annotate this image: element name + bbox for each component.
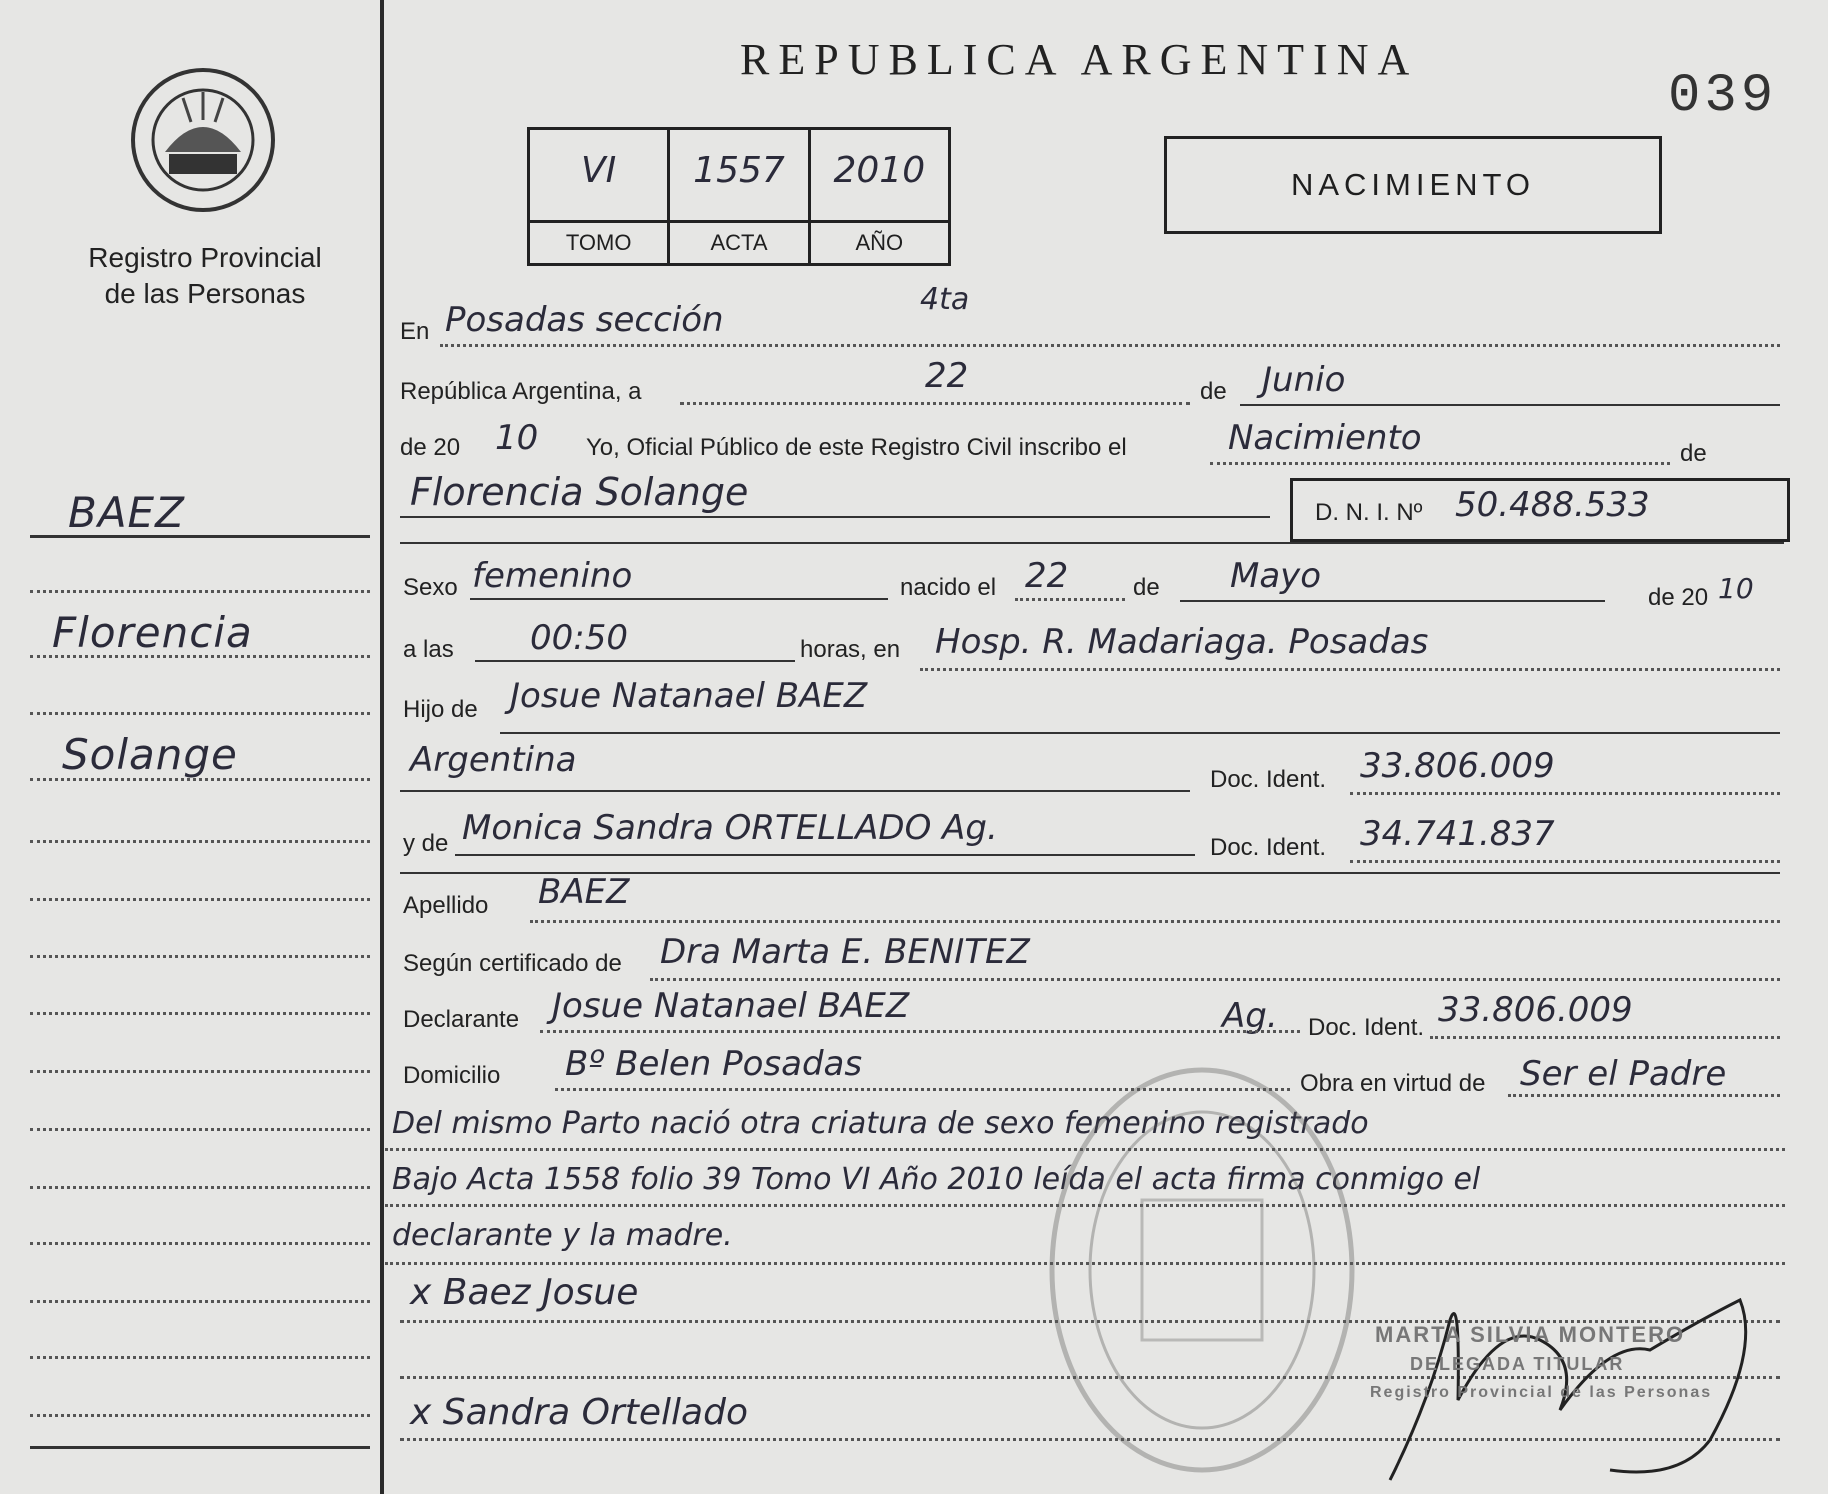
label-dni: D. N. I. Nº [1315,499,1423,526]
sidebar-line [30,1356,370,1359]
acta-value: 1557 [693,150,785,191]
label-domicilio: Domicilio [403,1062,501,1089]
label-republica: República Argentina, a [400,378,642,405]
sidebar-line [30,1414,370,1417]
sidebar-line [30,1070,370,1073]
dotted-line [1015,598,1125,601]
label-doc-ident-1: Doc. Ident. [1210,766,1327,793]
rule-line [455,854,1195,856]
dotted-line [1210,462,1670,465]
ano-value: 2010 [833,150,926,191]
dotted-line [1430,1036,1780,1039]
acta-label: ACTA [670,220,807,263]
field-madre: Monica Sandra ORTELLADO Ag. [462,808,998,848]
note-line-1: Del mismo Parto nació otra criatura de sexo femenino registrado [392,1106,1369,1141]
sidebar-line [30,1012,370,1015]
field-nombre: Florencia Solange [410,470,749,514]
rule-line [470,598,888,600]
field-lugar-nac: Hosp. R. Madariaga. Posadas [935,622,1429,662]
field-acto: Nacimiento [1228,418,1422,458]
label-hijo-de: Hijo de [403,696,478,723]
label-obra: Obra en virtud de [1300,1070,1486,1097]
label-de-20: de 20 [400,434,461,461]
field-madre-doc: 34.741.837 [1360,814,1555,854]
sidebar-first-name: Florencia [52,608,253,657]
field-padre: Josue Natanael BAEZ [510,676,868,716]
label-sexo: Sexo [403,574,458,601]
registry-name [40,240,370,312]
field-certificado: Dra Marta E. BENITEZ [660,932,1030,972]
note-line-2: Bajo Acta 1558 folio 39 Tomo VI Año 2010 leída el acta firma conmigo el [392,1162,1481,1197]
label-apellido: Apellido [403,892,489,919]
label-nacido-el: nacido el [900,574,997,601]
tomo-label: TOMO [530,220,667,263]
rule-line [1240,404,1780,406]
sidebar-line [30,1128,370,1131]
sidebar-line [30,778,370,781]
sidebar-line [30,535,370,538]
dotted-line [540,1030,1300,1033]
sidebar-line [30,955,370,958]
dotted-line [1508,1094,1780,1097]
dotted-line [1350,792,1780,795]
page-title: REPUBLICA ARGENTINA [740,35,1419,84]
registration-box [527,127,951,266]
label-de: de [1200,378,1227,405]
folio-number: 039 [1668,66,1778,127]
label-a-las: a las [403,636,454,663]
official-office: Registro Provincial de las Personas [1370,1384,1713,1401]
signature-declarant: x Baez Josue [410,1272,639,1313]
rule-line [475,660,795,662]
sidebar-second-name: Solange [62,730,238,779]
field-lugar: Posadas sección [445,300,724,340]
field-declarante-nac: Ag. [1222,996,1278,1036]
dotted-line [1350,860,1780,863]
tomo-value: VI [581,150,617,191]
sidebar-line [30,840,370,843]
field-mes: Junio [1262,360,1346,400]
sidebar-line [30,1446,370,1449]
tomo-cell [530,130,670,263]
official-stamp-icon [1042,1060,1362,1480]
registry-line-2: de las Personas [104,278,306,309]
rule-line [400,790,1190,792]
dotted-line [440,344,1780,347]
note-line-3: declarante y la madre. [392,1218,733,1253]
label-declarante: Declarante [403,1006,520,1033]
label-de-20-b: de 20 [1648,584,1709,611]
sidebar-line [30,655,370,658]
registry-line-1: Registro Provincial [88,242,322,273]
dotted-line [530,920,1780,923]
field-declarante-doc: 33.806.009 [1438,990,1633,1030]
rule-line [400,542,1784,544]
dni-box [1290,478,1790,542]
label-horas-en: horas, en [800,636,901,663]
column-divider [380,0,384,1494]
field-seccion: 4ta [920,282,970,317]
label-segun: Según certificado de [403,950,622,977]
sidebar-line [30,712,370,715]
sidebar-line [30,898,370,901]
ano-label: AÑO [811,220,948,263]
field-apellido: BAEZ [538,872,630,912]
label-de-end: de [1680,440,1707,467]
field-nac-dia: 22 [1025,556,1069,596]
field-padre-doc: 33.806.009 [1360,746,1555,786]
field-hora: 00:50 [530,618,628,658]
sidebar-line [30,1186,370,1189]
field-dni: 50.488.533 [1455,485,1650,525]
label-yo: Yo, Oficial Público de este Registro Civil inscribo el [586,434,1127,461]
rule-line [400,516,1270,518]
dotted-line [680,402,1190,405]
record-type-box: NACIMIENTO [1164,136,1662,234]
label-en: En [400,318,430,345]
field-padre-nac: Argentina [410,740,577,780]
acta-cell [670,130,810,263]
sidebar-line [30,1300,370,1303]
official-name: MARTA SILVIA MONTERO [1375,1322,1686,1347]
field-obra: Ser el Padre [1520,1054,1727,1094]
field-dia: 22 [925,356,969,396]
field-domicilio: Bº Belen Posadas [565,1044,863,1084]
province-seal-icon [125,62,281,218]
label-de-mid: de [1133,574,1160,601]
sidebar-line [30,590,370,593]
field-nac-mes: Mayo [1230,556,1322,596]
label-doc-ident-2: Doc. Ident. [1210,834,1327,861]
field-nac-ano: 10 [1718,572,1754,605]
sidebar-line [30,1242,370,1245]
ano-cell [811,130,948,263]
label-doc-ident-3: Doc. Ident. [1308,1014,1425,1041]
rule-line [1180,600,1605,602]
rule-line [500,732,1780,734]
field-ano: 10 [495,418,539,458]
official-title: DELEGADA TITULAR [1410,1354,1625,1374]
signature-mother: x Sandra Ortellado [410,1392,748,1433]
field-declarante: Josue Natanael BAEZ [552,986,910,1026]
dotted-line [920,668,1780,671]
field-sexo: femenino [472,556,633,596]
dotted-line [650,978,1780,981]
label-y-de: y de [403,830,449,857]
sidebar-surname: BAEZ [68,488,185,537]
